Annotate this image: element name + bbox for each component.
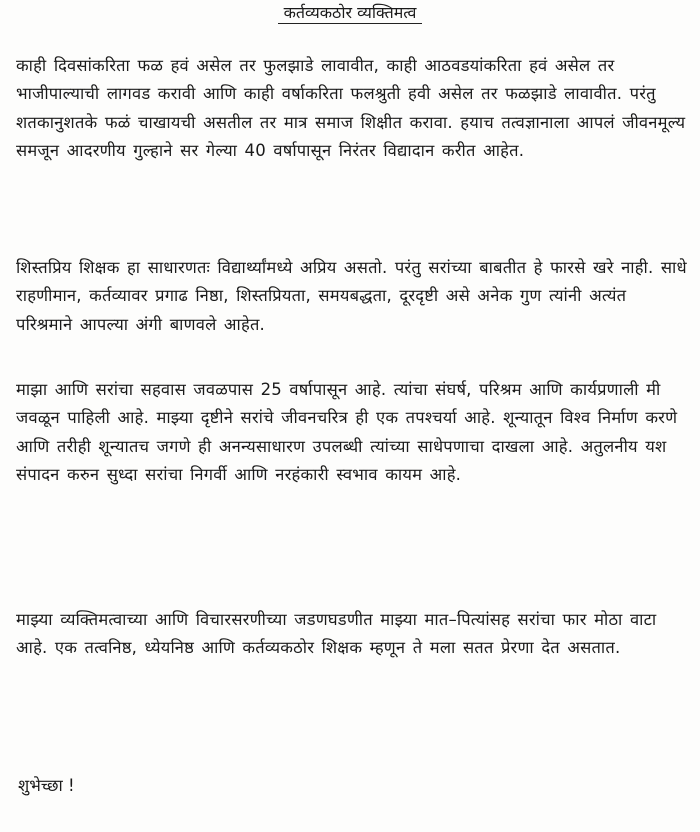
closing-greeting: शुभेच्छा ! [18,776,75,795]
paragraph-1: काही दिवसांकरिता फळ हवं असेल तर फुलझाडे लावावीत, काही आठवडयांकरिता हवं असेल तर भाजीपाल्याची लागवड करावी आणि काही वर्षाकरिता फलश्रुती हवी असेल तर फळझाडे लावावीत. परंतु शतकानुशतके फळं चाखायची असतील तर मात्र समाज शिक्षीत करावा. हयाच तत्वज्ञानाला आपलं जीवनमूल्य समजून आदरणीय गुल्हाने सर गेल्या 40 वर्षापासून निरंतर विद्यादान करीत आहेत. [16,56,686,160]
paragraph-2: शिस्तप्रिय शिक्षक हा साधारणतः विद्यार्थ्यांमध्ये अप्रिय असतो. परंतु सरांच्या बाबतीत हे फारसे खरे नाही. साधे राहणीमान, कर्तव्यावर प्रगाढ निष्ठा, शिस्तप्रियता, समयबद्धता, दूरदृष्टी असे अनेक गुण त्यांनी अत्यंत परिश्रमाने आपल्या अंगी बाणवले आहेत. [16,258,687,334]
paragraph-4: माझ्या व्यक्तिमत्वाच्या आणि विचारसरणीच्या जडणघडणीत माझ्या मात–पित्यांसह सरांचा फार मोठा वाटा आहे. एक तत्वनिष्ठ, ध्येयनिष्ठ आणि कर्तव्यकठोर शिक्षक म्हणून ते मला सतत प्रेरणा देत असतात. [16,610,657,658]
document-title: कर्तव्यकठोर व्यक्तिमत्व [0,2,700,24]
paragraph-3: माझा आणि सरांचा सहवास जवळपास 25 वर्षापासून आहे. त्यांचा संघर्ष, परिश्रम आणि कार्यप्रणाली मी जवळून पाहिली आहे. माझ्या दृष्टीने सरांचे जीवनचरित्र ही एक तपश्चर्या आहे. शून्यातून विश्व निर्माण करणे आणि तरीही शून्यातच जगणे ही अनन्यसाधारण उपलब्धी त्यांच्या साधेपणाचा दाखला आहे. अतुलनीय यश संपादन करुन सुध्दा सरांचा निगर्वी आणि नरहंकारी स्वभाव कायम आहे. [16,380,678,484]
